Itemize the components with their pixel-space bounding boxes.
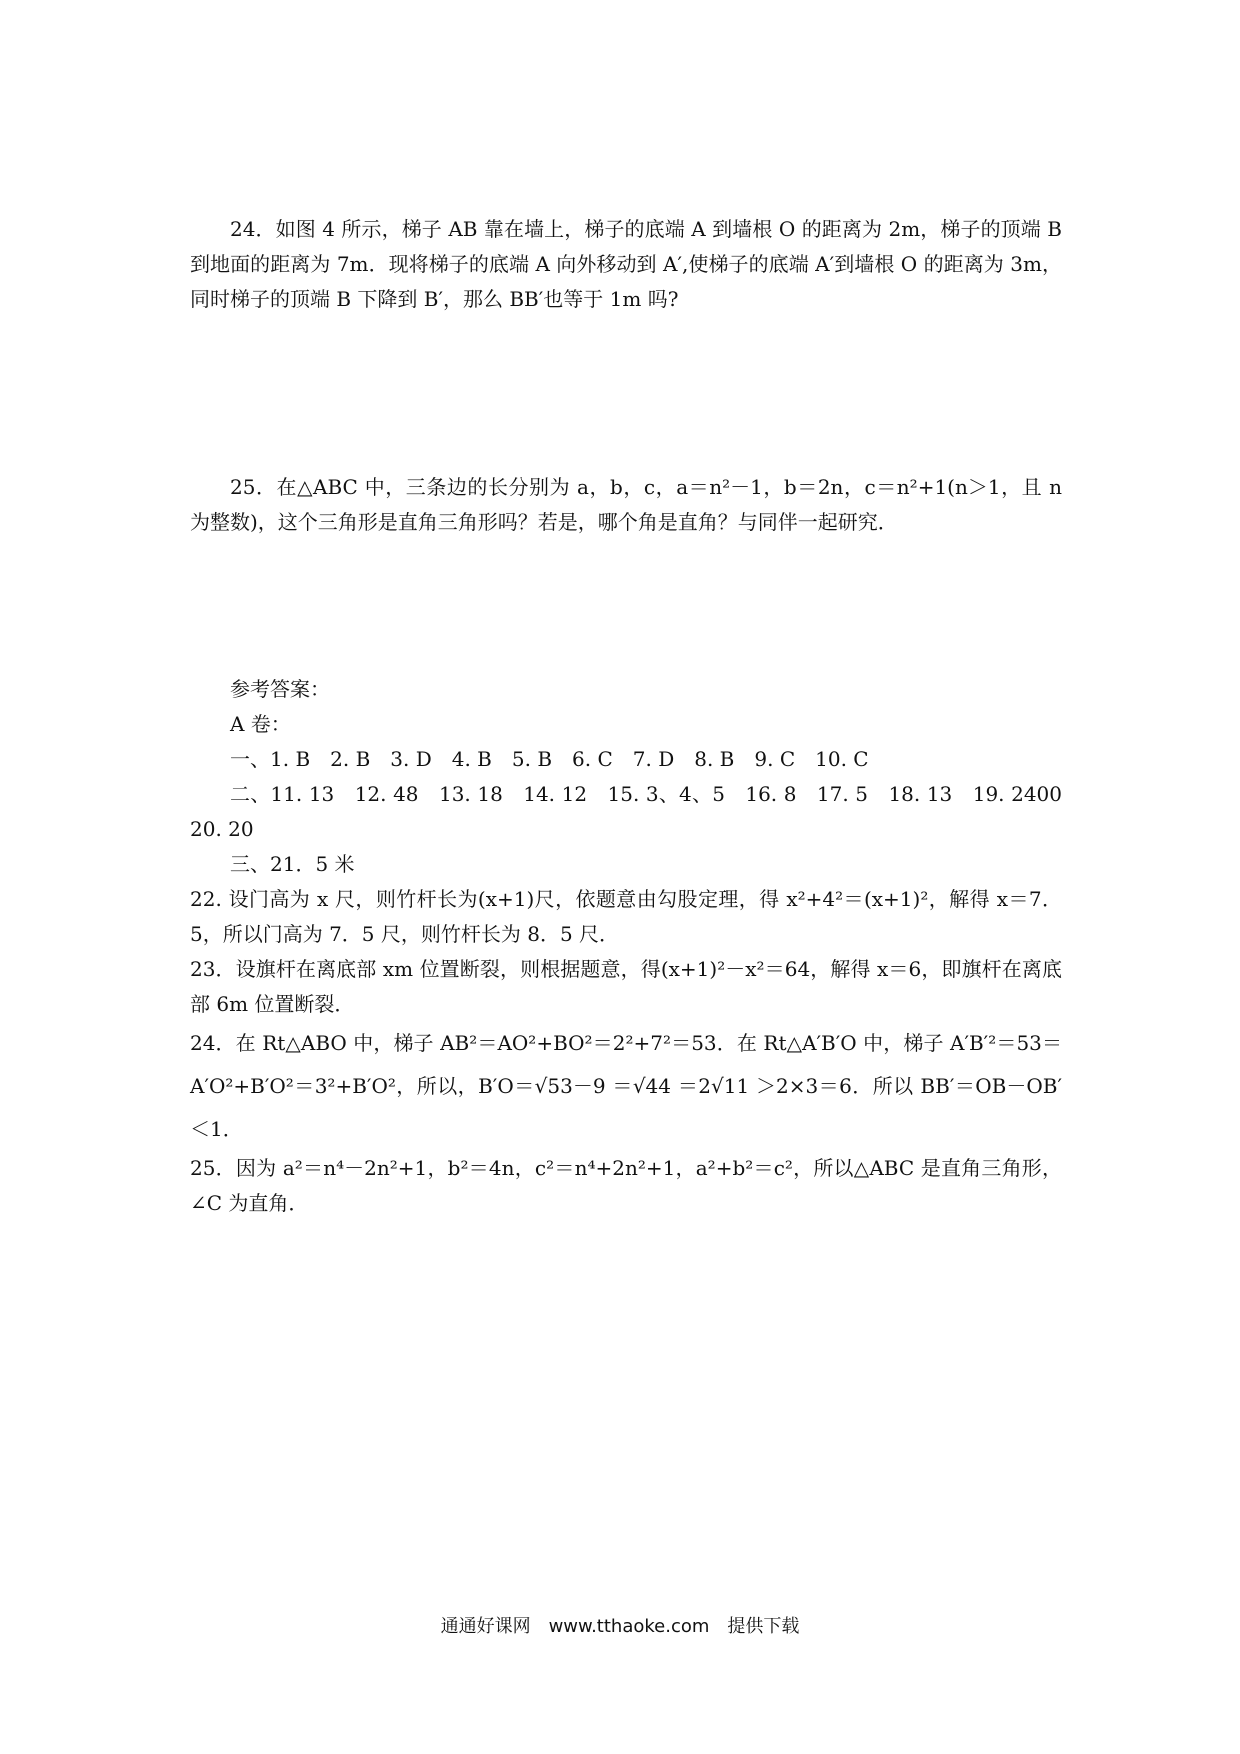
answer-key bbox=[190, 672, 1082, 1221]
answer-part-2: 二、11. 13 12. 48 13. 18 14. 12 15. 3、4、5 16. 8 17. 5 18. 13 19. 2400 20. 20 bbox=[190, 782, 1082, 841]
question-24 bbox=[190, 212, 1062, 317]
answer-heading: 参考答案： bbox=[230, 677, 330, 701]
answer-volume-label: A 卷： bbox=[230, 712, 291, 736]
answer-24: 24．在 Rt△ABO 中，梯子 AB²＝AO²+BO²＝2²+7²＝53．在 Rt△A′B′O 中，梯子 A′B′²＝53＝A′O²+B′O²＝3²+B′O²，所以，B′O＝√53－9 ＝√44 ＝2√11 ＞2×3＝6．所以 BB′＝OB－OB′＜1． bbox=[190, 1031, 1062, 1141]
answer-part-3: 三、21．5 米 bbox=[230, 852, 355, 876]
question-25-text: 25．在△ABC 中，三条边的长分别为 a，b，c，a＝n²－1，b＝2n，c＝n²+1(n＞1，且 n 为整数)，这个三角形是直角三角形吗？若是，哪个角是直角？与同伴一起研究． bbox=[190, 475, 1062, 534]
question-25 bbox=[190, 470, 1062, 540]
page-footer: 通通好课网 www.tthaoke.com 提供下载 bbox=[440, 1616, 800, 1637]
answer-23: 23．设旗杆在离底部 xm 位置断裂，则根据题意，得(x+1)²－x²＝64，解得 x＝6，即旗杆在离底部 6m 位置断裂． bbox=[190, 957, 1062, 1016]
answer-part-1: 一、1. B 2. B 3. D 4. B 5. B 6. C 7. D 8. B 9. C 10. C bbox=[230, 747, 869, 771]
answer-22: 22. 设门高为 x 尺，则竹杆长为(x+1)尺，依题意由勾股定理，得 x²+4²＝(x+1)²，解得 x＝7．5，所以门高为 7．5 尺，则竹杆长为 8．5 尺． bbox=[190, 887, 1062, 946]
answer-25: 25．因为 a²＝n⁴－2n²+1，b²＝4n，c²＝n⁴+2n²+1，a²+b²＝c²，所以△ABC 是直角三角形，∠C 为直角． bbox=[190, 1156, 1062, 1215]
question-24-text: 24．如图 4 所示，梯子 AB 靠在墙上，梯子的底端 A 到墙根 O 的距离为 2m，梯子的顶端 B 到地面的距离为 7m．现将梯子的底端 A 向外移动到 A′,使梯子的底端 A′到墙根 O 的距离为 3m，同时梯子的顶端 B 下降到 B′，那么 BB′也等于 1m 吗? bbox=[190, 217, 1062, 311]
